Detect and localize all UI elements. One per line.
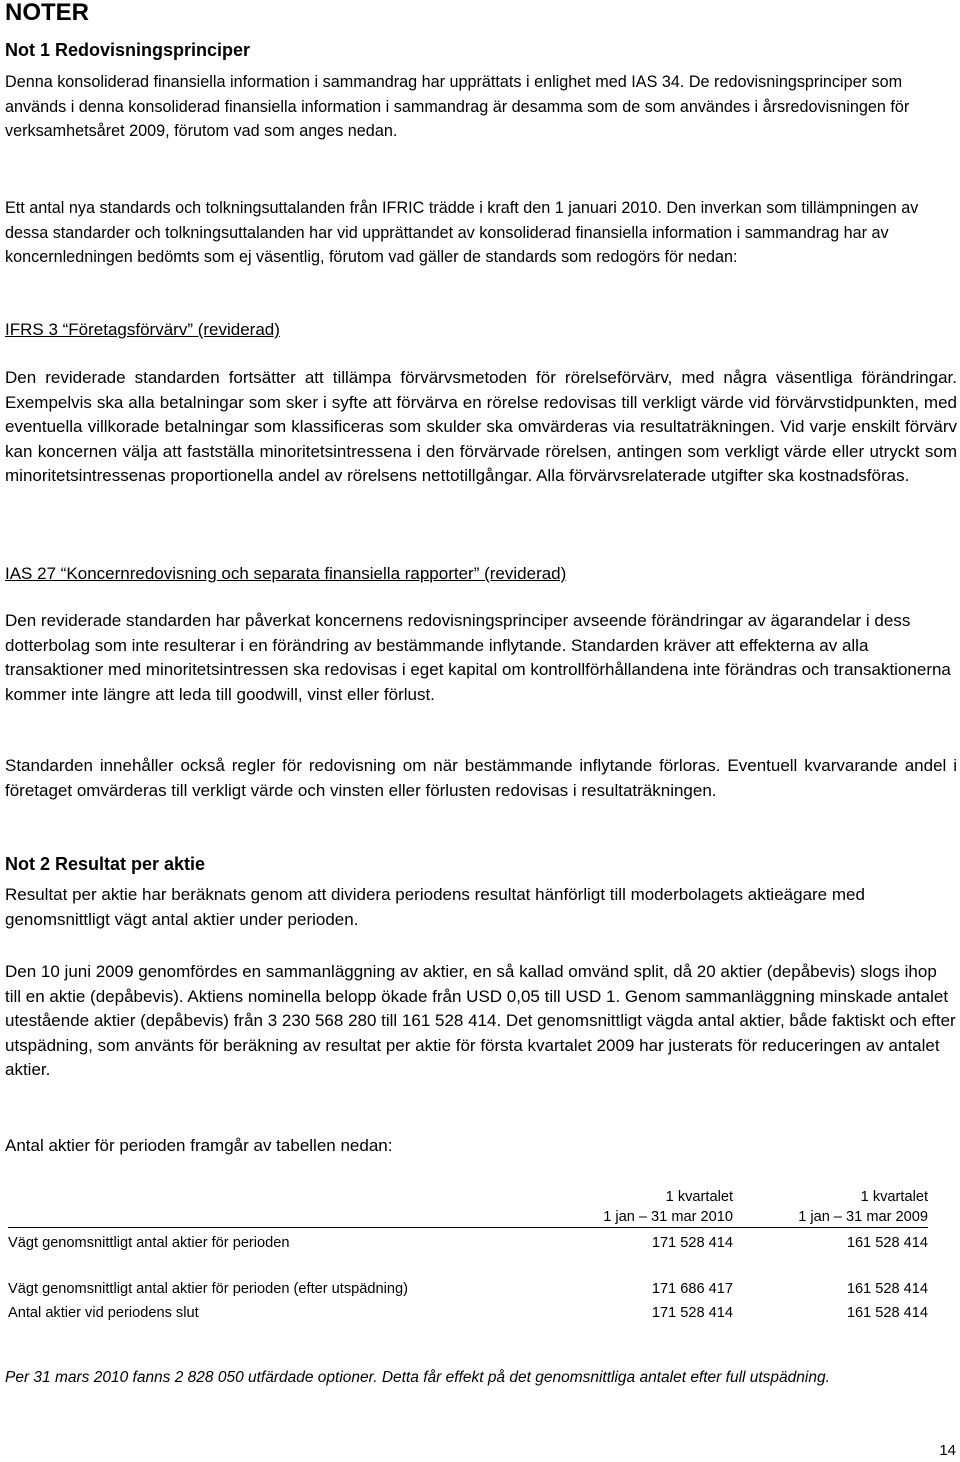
table-row — [8, 1299, 928, 1323]
header-2009-dates: 1 jan – 31 mar 2009 — [753, 1207, 928, 1228]
table-header-row-1 — [8, 1187, 928, 1207]
row-value-2009: 161 528 414 — [846, 1235, 928, 1251]
header-2009-period: 1 kvartalet — [860, 1189, 928, 1205]
ifrs3-text: Den reviderade standarden fortsätter att tillämpa förvärvsmetoden för rörelseförvärv, med några väsentliga förändringar. Exempelvis ska alla betalningar som sker i syfte att förvärva en rörelse redovisas till verkligt värde vid förvärvstidpunkten, med eventuella villkorade betalningar som klassificeras som skulder ska omvärderas via resultaträkningen. Vid varje enskilt förvärv kan koncernen välja att fastställa minoritetsintressena i den förvärvade rörelsen, antingen som verkligt värde eller utryckt som minoritetsintressenas proportionella andel av rörelsens nettotillgångar. Alla förvärvsrelaterade utgifter ska kostnadsföras. — [5, 368, 957, 485]
page-title: NOTER — [5, 0, 89, 26]
table-header-row-2 — [8, 1207, 928, 1228]
ias27-heading: IAS 27 “Koncernredovisning och separata finansiella rapporter” (reviderad) — [5, 564, 567, 583]
row-label: Antal aktier vid periodens slut — [8, 1305, 199, 1321]
row-value-2009: 161 528 414 — [846, 1305, 928, 1321]
ias27-paragraph-1: Den reviderade standarden har påverkat koncernens redovisningsprinciper avseende förändringar av ägarandelar i dess dotterbolag som inte resulterar i en förändring av bestämmande inflytande. Standarden kräver att effekterna av alla transaktioner med minoritetsintressen ska redovisas i eget kapital om kontrollförhållandena inte förändras och transaktionerna kommer inte längre att leda till goodwill, vinst eller förlust. — [5, 611, 951, 704]
row-label: Vägt genomsnittligt antal aktier för perioden (efter utspädning) — [8, 1281, 408, 1297]
row-label: Vägt genomsnittligt antal aktier för perioden — [8, 1235, 290, 1251]
note1-paragraph-2: Ett antal nya standards och tolkningsuttalanden från IFRIC trädde i kraft den 1 januari 2010. Den inverkan som tillämpningen av dessa standarder och tolkningsuttalanden har vid upprättandet av konsoliderad finansiella information i sammandrag har av koncernledningen bedömts som ej väsentlig, förutom vad gäller de standards som redogörs för nedan: — [5, 199, 919, 266]
table-row — [8, 1228, 928, 1254]
header-2010-dates: 1 jan – 31 mar 2010 — [548, 1207, 733, 1228]
note2-heading: Not 2 Resultat per aktie — [5, 854, 206, 874]
ias27-paragraph-2: Standarden innehåller också regler för redovisning om när bestämmande inflytande förloras. Eventuell kvarvarande andel i företaget omvärderas till verkligt värde och vinsten eller förlusten redovisas i resultaträkningen. — [5, 756, 957, 800]
note2-paragraph-2: Den 10 juni 2009 genomfördes en sammanläggning av aktier, en så kallad omvänd split, då 20 aktier (depåbevis) slogs ihop till en aktie (depåbevis). Aktiens nominella belopp ökade från USD 0,05 till USD 1. Genom sammanläggning minskade antalet utestående aktier (depåbevis) från 3 230 568 280 till 161 528 414. Det genomsnittligt vägda antal aktier, både faktiskt och efter utspädning, som använts för beräkning av resultat per aktie för första kvartalet 2009 har justerats för reduceringen av antalet aktier. — [5, 962, 956, 1079]
options-footnote: Per 31 mars 2010 fanns 2 828 050 utfärdade optioner. Detta får effekt på det genomsnittliga antalet efter full utspädning. — [5, 1369, 830, 1386]
table-row — [8, 1253, 928, 1299]
page-number: 14 — [939, 1442, 956, 1459]
row-value-2010: 171 686 417 — [651, 1281, 733, 1297]
row-value-2010: 171 528 414 — [651, 1305, 733, 1321]
note2-paragraph-3: Antal aktier för perioden framgår av tabellen nedan: — [5, 1136, 393, 1155]
header-2010-period: 1 kvartalet — [665, 1189, 733, 1205]
ifrs3-heading: IFRS 3 “Företagsförvärv” (reviderad) — [5, 320, 280, 339]
note1-paragraph-1: Denna konsoliderad finansiella information i sammandrag har upprättats i enlighet med IAS 34. De redovisningsprinciper som används i denna konsoliderad finansiella information i sammandrag är desamma som de som användes i årsredovisningen för verksamhetsåret 2009, förutom vad som anges nedan. — [5, 73, 910, 140]
row-value-2009: 161 528 414 — [846, 1281, 928, 1297]
note1-heading: Not 1 Redovisningsprinciper — [5, 40, 251, 60]
shares-table — [8, 1187, 928, 1323]
note2-paragraph-1: Resultat per aktie har beräknats genom att dividera periodens resultat hänförligt till moderbolagets aktieägare med genomsnittligt vägt antal aktier under perioden. — [5, 885, 865, 929]
row-value-2010: 171 528 414 — [651, 1235, 733, 1251]
